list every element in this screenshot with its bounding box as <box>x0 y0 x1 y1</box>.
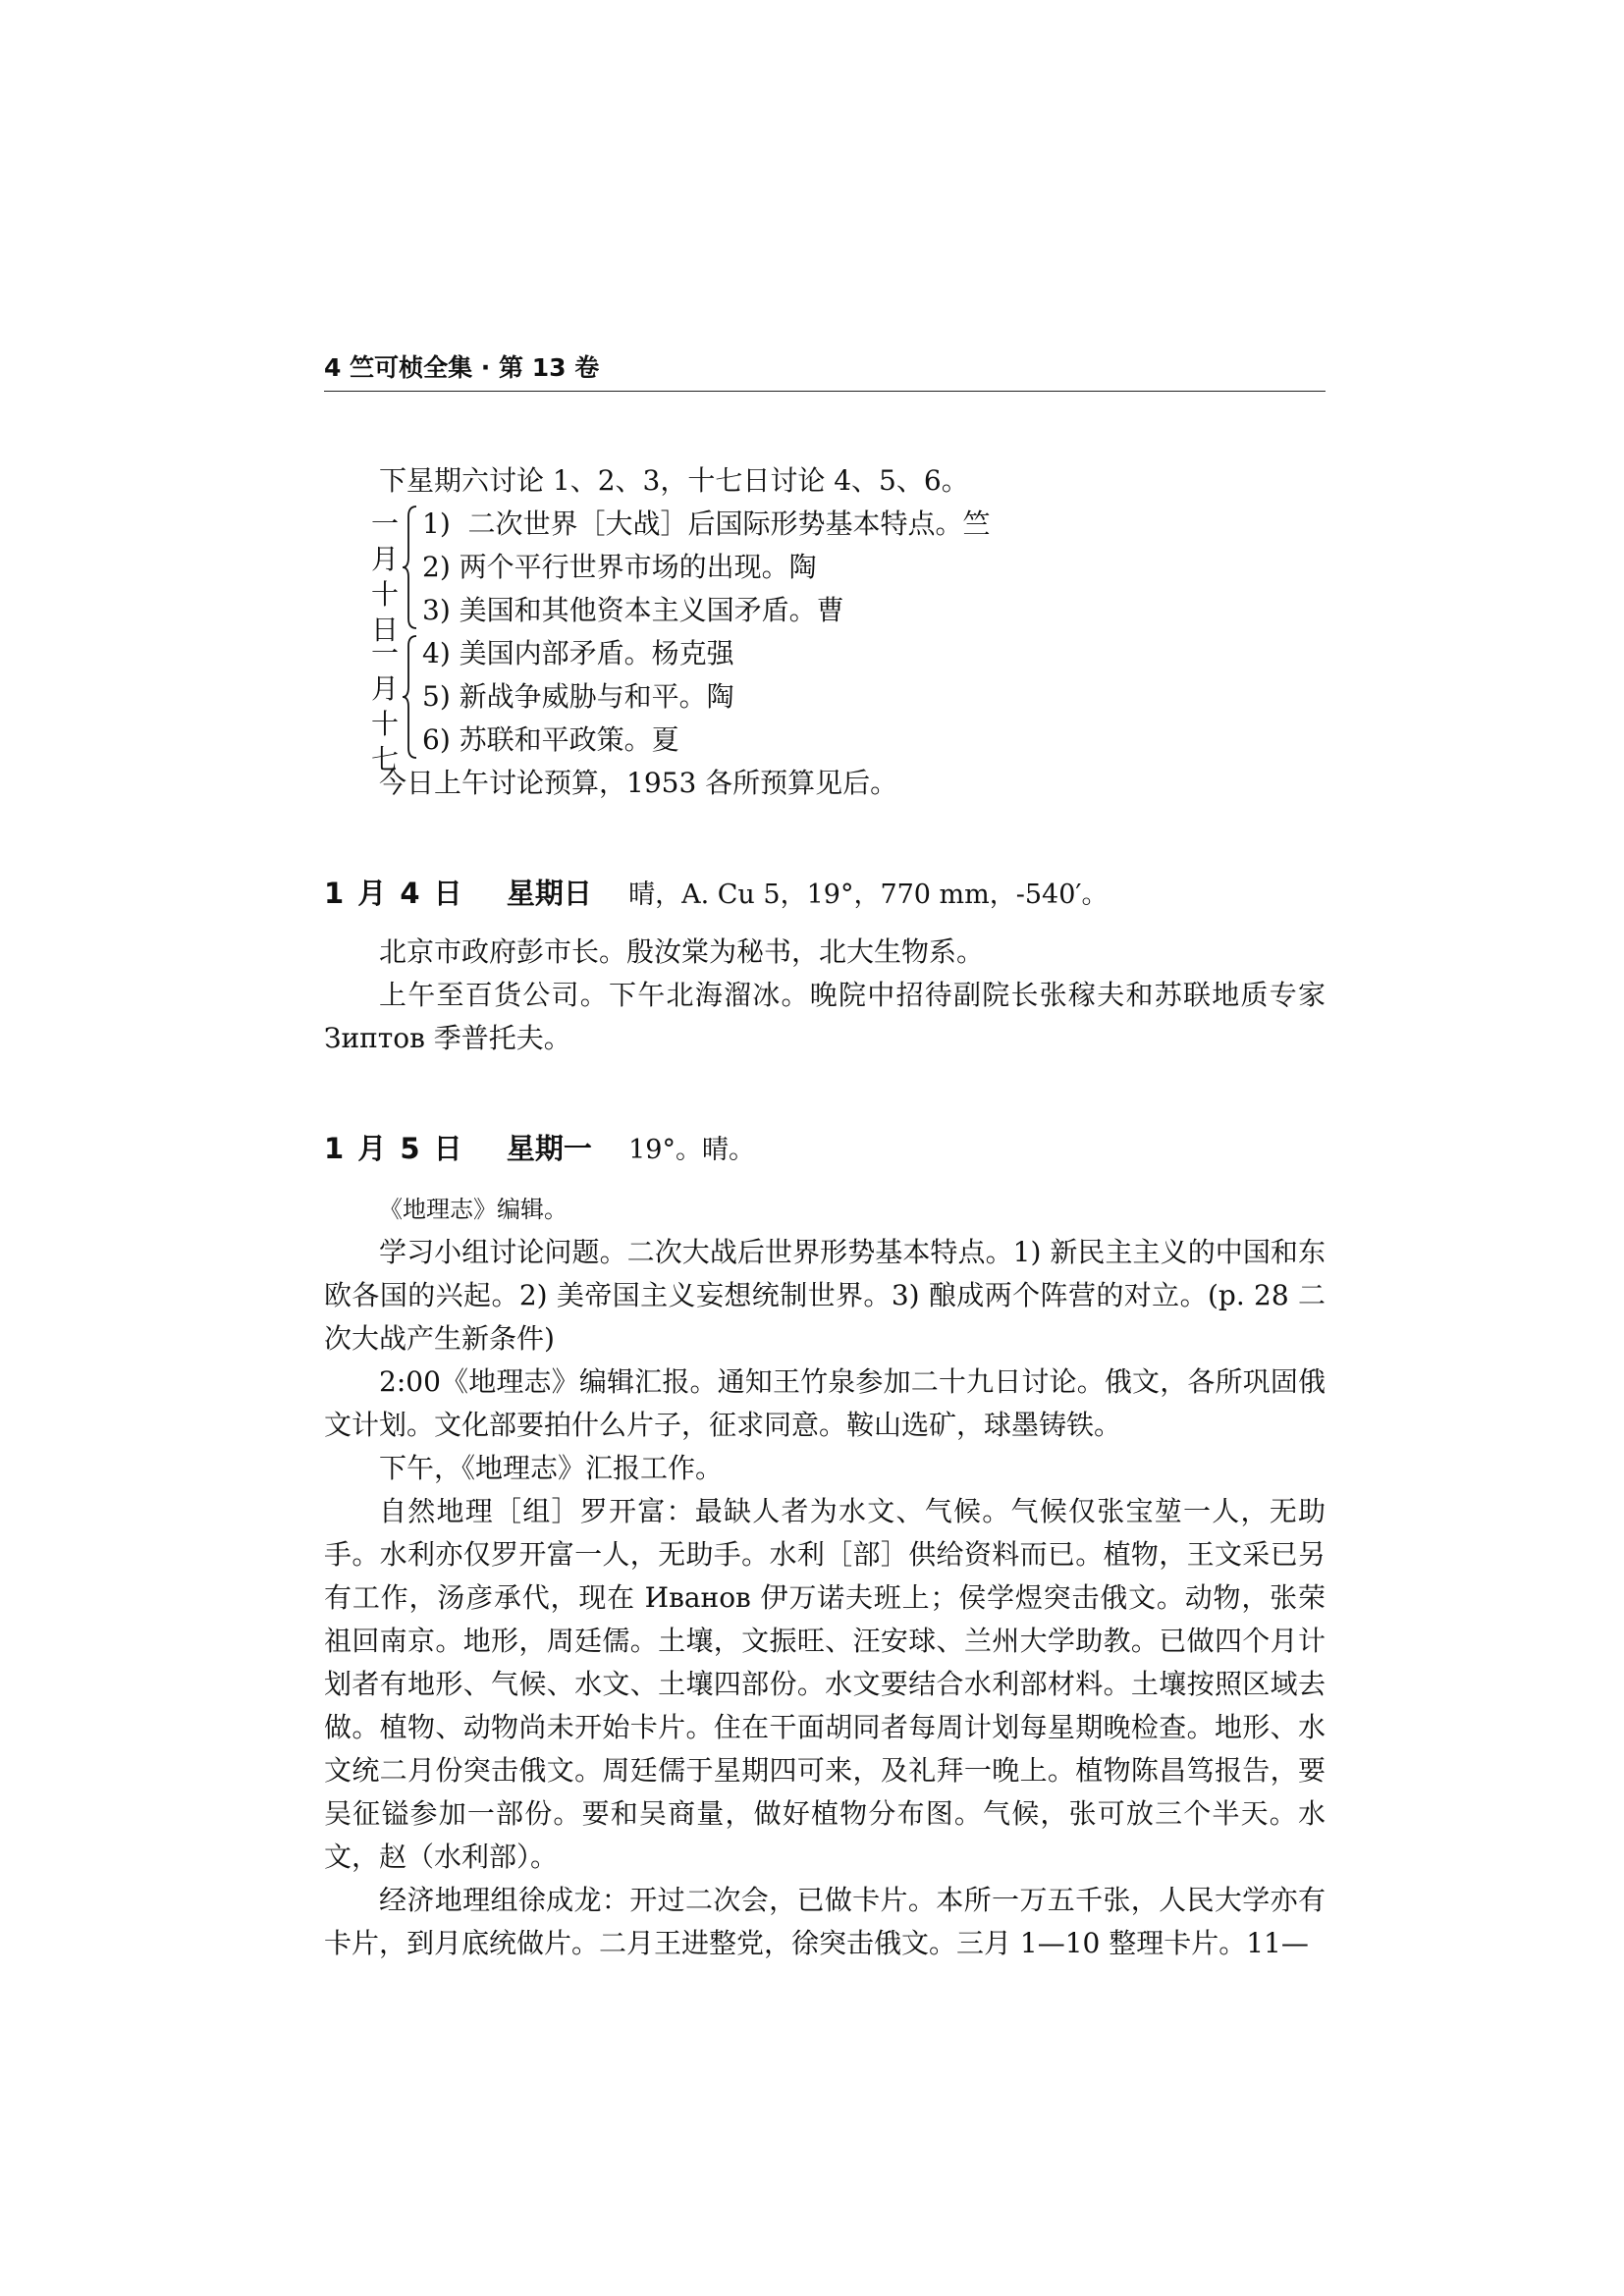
entry-date: 1 月 5 日 <box>324 1132 464 1165</box>
entry-body-jan5 <box>324 1188 1326 1965</box>
group-date-label-jan10: 一 月 十 日 <box>371 507 400 646</box>
intro-line: 下星期六讨论 1、2、3，十七日讨论 4、5、6。 <box>379 464 969 497</box>
discussion-group-jan10 <box>371 503 1058 646</box>
entry-weather: 19°。晴。 <box>628 1135 755 1165</box>
paragraph: 下午，《地理志》汇报工作。 <box>379 1452 724 1484</box>
header-rule <box>324 391 1326 392</box>
entry-weekday: 星期一 <box>506 1132 592 1165</box>
paragraph: 学习小组讨论问题。二次大战后世界形势基本特点。1) 新民主主义的中国和东欧各国的兴起。2) 美帝国主义妄想统制世界。3) 酿成两个阵营的对立。(p. 28 二次大战产生新条件) <box>324 1236 1326 1355</box>
entry-heading-jan5 <box>324 1127 755 1167</box>
topic-item: 4) 美国内部矛盾。杨克强 <box>422 637 734 669</box>
running-header <box>324 348 1324 392</box>
budget-note: 今日上午讨论预算，1953 各所预算见后。 <box>379 767 898 799</box>
entry-weekday: 星期日 <box>506 877 592 910</box>
paragraph: 2:00《地理志》编辑汇报。通知王竹泉参加二十九日讨论。俄文，各所巩固俄文计划。文化部要拍什么片子，征求同意。鞍山选矿，球墨铸铁。 <box>324 1365 1326 1441</box>
paragraph: 自然地理［组］罗开富：最缺人者为水文、气候。气候仅张宝堃一人，无助手。水利亦仅罗开富一人，无助手。水利［部］供给资料而已。植物，王文采已另有工作，汤彦承代，现在 Иванов 伊万诺夫班上；侯学煜突击俄文。动物，张荣祖回南京。地形，周廷儒。土壤，文振旺、汪安球、兰州大学助教。已做四个月计划者有地形、气候、水文、土壤四部份。水文要结合水利部材料。土壤按照区域去做。植物、动物尚未开始卡片。住在干面胡同者每周计划每星期晚检查。地形、水文统二月份突击俄文。周廷儒于星期四可来，及礼拜一晚上。植物陈昌笃报告，要吴征镒参加一部份。要和吴商量，做好植物分布图。气候，张可放三个半天。水文，赵（水利部）。 <box>324 1495 1326 1873</box>
topic-item: 1) 二次世界［大战］后国际形势基本特点。竺 <box>422 507 991 540</box>
left-brace-icon <box>401 503 420 632</box>
topic-list-jan10 <box>422 503 991 632</box>
topic-item: 6) 苏联和平政策。夏 <box>422 723 679 756</box>
paragraph: 北京市政府彭市长。殷汝棠为秘书，北大生物系。 <box>379 935 985 968</box>
entry-heading-jan4 <box>324 872 1109 912</box>
topic-item: 2) 两个平行世界市场的出现。陶 <box>422 551 817 583</box>
running-header-text: 4 竺可桢全集 · 第 13 卷 <box>324 353 600 382</box>
topic-item: 5) 新战争威胁与和平。陶 <box>422 680 734 713</box>
group-date-label-jan17: 一 月 十 七 <box>371 637 400 775</box>
paragraph: 《地理志》编辑。 <box>379 1196 568 1223</box>
entry-body-jan4 <box>324 931 1334 1060</box>
topic-item: 3) 美国和其他资本主义国矛盾。曹 <box>422 594 844 626</box>
left-brace-icon <box>401 632 420 762</box>
intro-closing <box>324 762 1326 805</box>
paragraph: 经济地理组徐成龙：开过二次会，已做卡片。本所一万五千张，人民大学亦有卡片，到月底统做片。二月王进整党，徐突击俄文。三月 1—10 整理卡片。11— <box>324 1884 1326 1959</box>
discussion-group-jan17 <box>371 632 1058 775</box>
topic-list-jan17 <box>422 632 734 762</box>
paragraph: 上午至百货公司。下午北海溜冰。晚院中招待副院长张稼夫和苏联地质专家 Зиптов 季普托夫。 <box>324 979 1334 1054</box>
entry-date: 1 月 4 日 <box>324 877 464 910</box>
entry-weather: 晴，A. Cu 5，19°，770 mm，-540′。 <box>628 880 1109 910</box>
intro-block <box>324 459 1326 503</box>
